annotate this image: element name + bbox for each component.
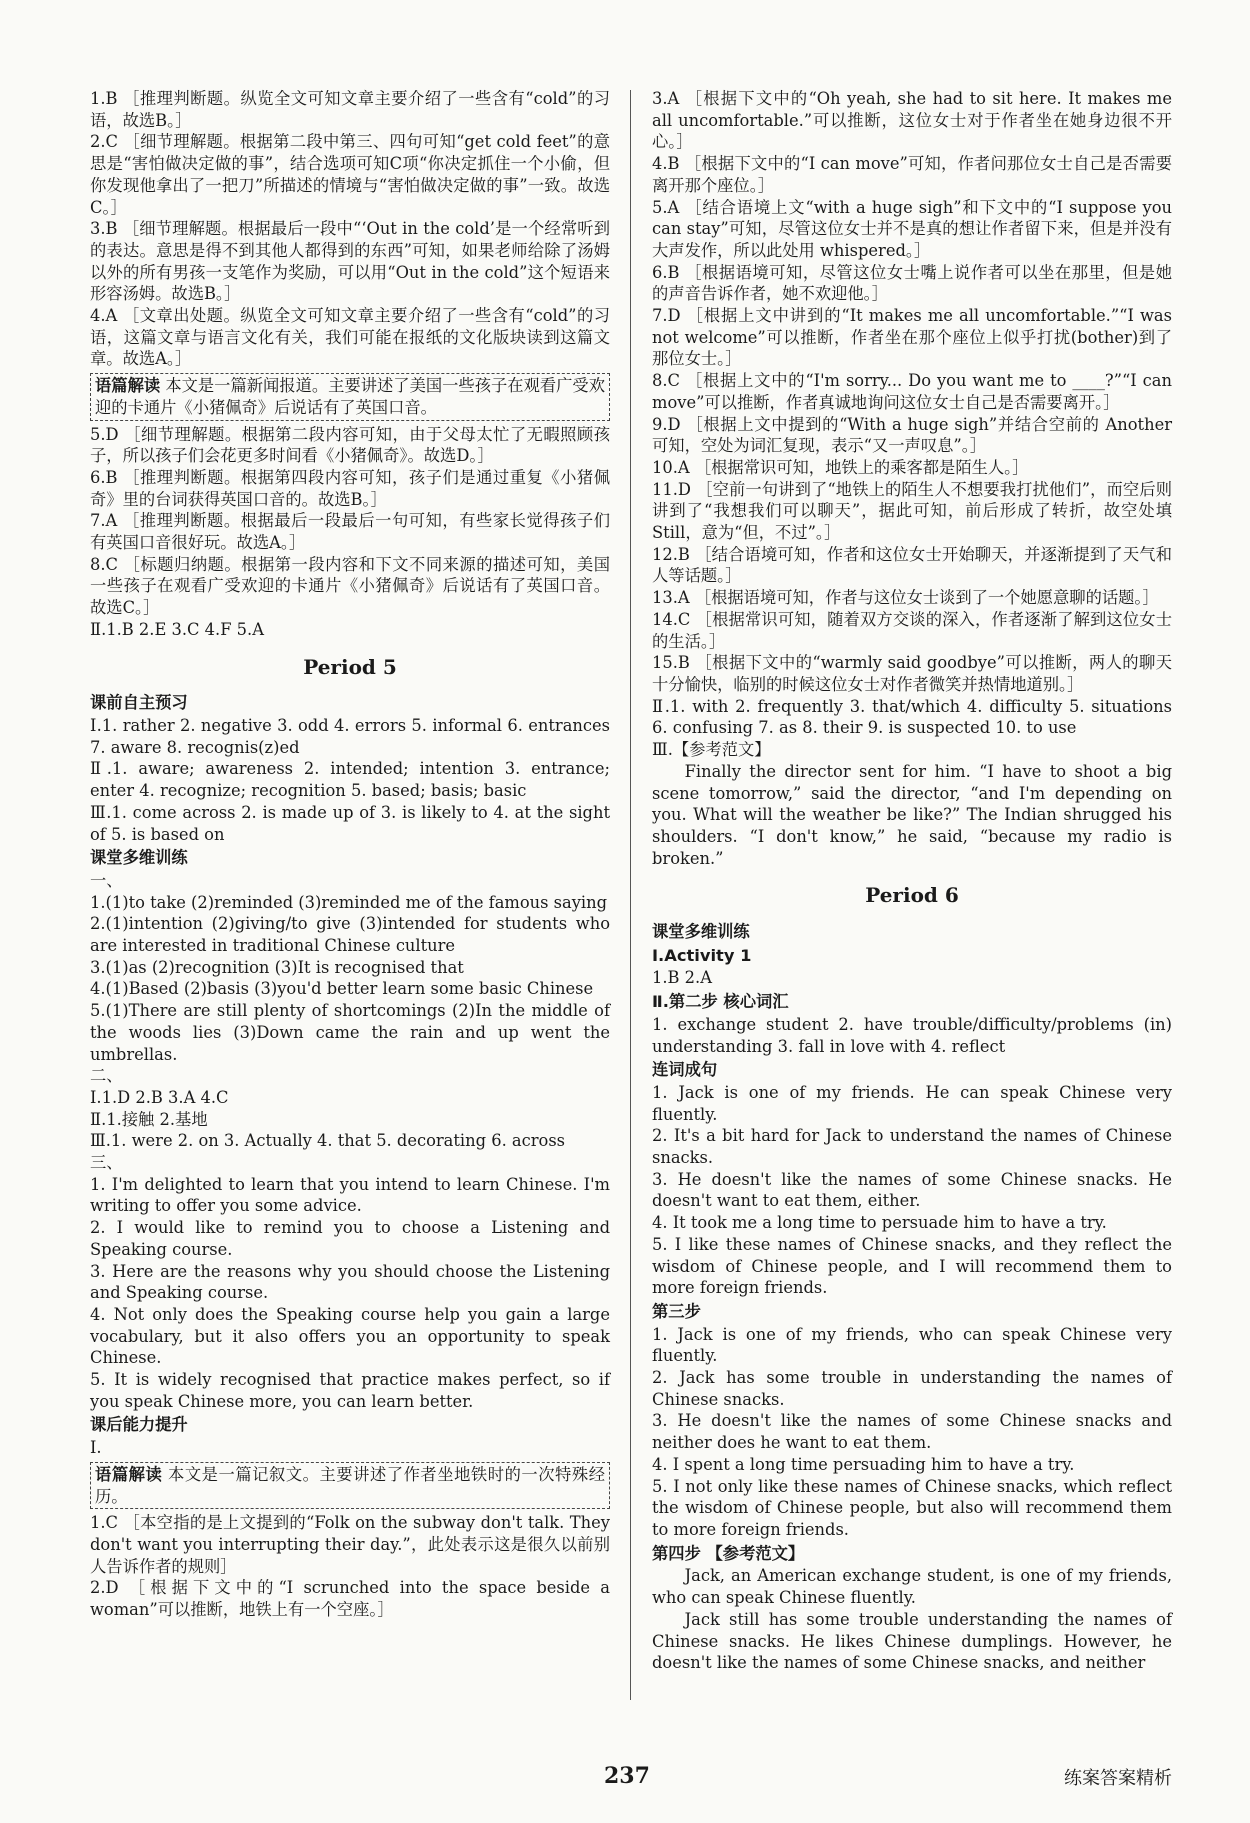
answer-line: 7.A ［推理判断题。根据最后一段最后一句可知，有些家长觉得孩子们有英国口音很好玩。故选A。］: [90, 511, 610, 553]
answer-line: Ⅱ.1.B 2.E 3.C 4.F 5.A: [90, 619, 264, 639]
answer-line: 4.(1)Based (2)basis (3)you'd better learn some basic Chinese: [90, 979, 594, 999]
answer-line: 3.A ［根据下文中的“Oh yeah, she had to sit here. It makes me all uncomfortable.”可以推断，这位女士对于作者坐在她身边很不开心。］: [652, 89, 1172, 152]
answer-line: 二、: [90, 1066, 123, 1086]
page-number: 237: [604, 1763, 650, 1789]
period-title: Period 6: [865, 883, 959, 908]
answer-line: 2.D ［根据下文中的“I scrunched into the space beside a woman”可以推断，地铁上有一个空座。］: [90, 1578, 610, 1620]
answer-line: 一、: [90, 870, 123, 890]
answer-line: 4. Not only does the Speaking course help you gain a large vocabulary, but it also offers you an opportunity to speak Chinese.: [90, 1304, 610, 1368]
section-heading: Ⅱ.第二步 核心词汇: [652, 992, 789, 1012]
answer-line: 1.B ［推理判断题。纵览全文可知文章主要介绍了一些含有“cold”的习语，故选B。］: [90, 89, 610, 130]
answer-line: Ⅲ.1. come across 2. is made up of 3. is likely to 4. at the sight of 5. is based on: [90, 802, 610, 844]
section-heading: 课后能力提升: [90, 1415, 188, 1435]
summary-tag: 语篇解读: [95, 1464, 163, 1484]
answer-line: 9.D ［根据上文中提到的“With a huge sigh”并结合空前的 Another 可知，空处为词汇复现，表示“又一声叹息”。］: [652, 414, 1172, 456]
answer-line: 三、: [90, 1153, 123, 1173]
answer-line: 8.C ［根据上文中的“I'm sorry... Do you want me to ____?”“I can move”可以推断，作者真诚地询问这位女士自己是否需要离开。］: [652, 371, 1172, 412]
answer-line: 1.B 2.A: [652, 968, 712, 988]
section-heading: 第四步 【参考范文】: [652, 1543, 805, 1563]
answer-line: 5.(1)There are still plenty of shortcomings (2)In the middle of the woods lies (3)Down came the rain and up went the umbrellas.: [90, 1001, 610, 1064]
answer-line: Ⅰ.1. rather 2. negative 3. odd 4. errors 5. informal 6. entrances 7. aware 8. recognis(z)ed: [90, 715, 610, 757]
answer-line: 13.A ［根据语境可知，作者与这位女士谈到了一个她愿意聊的话题。］: [652, 588, 1159, 608]
answer-line: 2.(1)intention (2)giving/to give (3)intended for students who are interested in traditional Chinese culture: [90, 914, 610, 956]
answer-line: 3.(1)as (2)recognition (3)It is recognised that: [90, 957, 464, 977]
answer-line: 3. He doesn't like the names of some Chinese snacks and neither does he want to eat them.: [652, 1411, 1172, 1453]
answer-line: 5. I not only like these names of Chinese snacks, which reflect the wisdom of Chinese people, but also will recommend them to more foreign friends.: [652, 1476, 1172, 1539]
section-heading: 第三步: [652, 1301, 701, 1321]
answer-line: Finally the director sent for him. “I have to shoot a big scene tomorrow,” said the director, “and I'm depending on you. What will the weather be like?” The Indian shrugged his shoulders. “I don't know,” he said, “because my radio is broken.”: [652, 761, 1172, 868]
right-column: [652, 88, 1172, 1674]
answer-line: 6.B ［推理判断题。根据第四段内容可知，孩子们是通过重复《小猪佩奇》里的台词获得英国口音的。故选B。］: [90, 467, 610, 509]
answer-line: 2. Jack has some trouble in understanding the names of Chinese snacks.: [652, 1368, 1172, 1409]
passage-summary-box: [90, 1462, 610, 1509]
section-heading: 连词成句: [652, 1060, 718, 1080]
answer-line: Ⅱ.1. aware; awareness 2. intended; intention 3. entrance; enter 4. recognize; recognition 5. based; basis; basic: [90, 759, 610, 801]
footer-label: 练案答案精析: [1064, 1768, 1172, 1789]
answer-line: 7.D ［根据上文中讲到的“It makes me all uncomfortable.”“I was not welcome”可以推断，作者坐在那个座位上似乎打扰(bother)到了那位女士。］: [652, 306, 1172, 369]
left-column: [90, 88, 610, 1621]
summary-text: 本文是一篇新闻报道。主要讲述了美国一些孩子在观看广受欢迎的卡通片《小猪佩奇》后说话有了英国口音。: [95, 376, 605, 417]
passage-summary-box: [90, 373, 610, 420]
section-heading: 课堂多维训练: [652, 922, 750, 942]
answer-line: 5.A ［结合语境上文“with a huge sigh”和下文中的“I suppose you can stay”可知，尽管这位女士并不是真的想让作者留下来，但是并没有大声发作，所以此处用 whispered。］: [652, 197, 1172, 260]
answer-line: 4. I spent a long time persuading him to have a try.: [652, 1454, 1075, 1474]
answer-line: 3. Here are the reasons why you should choose the Listening and Speaking course.: [90, 1261, 610, 1303]
answer-line: Ⅱ.1.接触 2.基地: [90, 1109, 208, 1129]
answer-line: 15.B ［根据下文中的“warmly said goodbye”可以推断，两人的聊天十分愉快，临别的时候这位女士对作者微笑并热情地道别。］: [652, 653, 1172, 694]
period-title: Period 5: [303, 654, 397, 679]
answer-line: 6.B ［根据语境可知，尽管这位女士嘴上说作者可以坐在那里，但是她的声音告诉作者，她不欢迎他。］: [652, 262, 1172, 304]
answer-line: Jack still has some trouble understanding the names of Chinese snacks. He likes Chinese dumplings. However, he doesn't like the names of some Chinese snacks, and neither: [652, 1609, 1172, 1673]
section-heading: 课前自主预习: [90, 693, 188, 713]
answer-line: 14.C ［根据常识可知，随着双方交谈的深入，作者逐渐了解到这位女士的生活。］: [652, 609, 1172, 651]
answer-line: Ⅲ.1. were 2. on 3. Actually 4. that 5. decorating 6. across: [90, 1131, 566, 1151]
answer-line: Ⅰ.: [90, 1438, 102, 1458]
answer-line: 5. It is widely recognised that practice makes perfect, so if you speak Chinese more, you can learn better.: [90, 1370, 610, 1411]
answer-line: 1. exchange student 2. have trouble/difficulty/problems (in) understanding 3. fall in love with 4. reflect: [652, 1014, 1172, 1056]
summary-tag: 语篇解读: [95, 376, 161, 396]
section-heading: Ⅰ.Activity 1: [652, 945, 752, 965]
answer-line: 10.A ［根据常识可知，地铁上的乘客都是陌生人。］: [652, 457, 1029, 477]
answer-line: 3. He doesn't like the names of some Chinese snacks. He doesn't want to eat them, either.: [652, 1169, 1172, 1211]
answer-line: Jack, an American exchange student, is one of my friends, who can speak Chinese fluently.: [652, 1566, 1172, 1608]
answer-line: 11.D ［空前一句讲到了“地铁上的陌生人不想要我打扰他们”，而空后则讲到了“我想我们可以聊天”，据此可知，前后形成了转折，故空处填 Still，意为“但，不过”。］: [652, 479, 1172, 543]
answer-line: 1. I'm delighted to learn that you intend to learn Chinese. I'm writing to offer you some advice.: [90, 1174, 610, 1216]
answer-line: 4. It took me a long time to persuade him to have a try.: [652, 1213, 1107, 1233]
answer-line: 1.C ［本空指的是上文提到的“Folk on the subway don't talk. They don't want you interrupting their day.”，此处表示这是很久以前别人告诉作者的规则］: [90, 1513, 610, 1576]
answer-line: Ⅱ.1. with 2. frequently 3. that/which 4. difficulty 5. situations 6. confusing 7. as 8. their 9. is suspected 10. to use: [652, 696, 1172, 738]
answer-line: 4.A ［文章出处题。纵览全文可知文章主要介绍了一些含有“cold”的习语，这篇文章与语言文化有关，我们可能在报纸的文化版块读到这篇文章。故选A。］: [90, 306, 610, 369]
answer-line: 3.B ［细节理解题。根据最后一段中“‘Out in the cold’是一个经常听到的表达。意思是得不到其他人都得到的东西”可知，如果老师给除了汤姆以外的所有男孩一支笔作为奖励，可以用“Out in the cold”这个短语来形容汤姆。故选B。］: [90, 219, 610, 304]
answer-line: 1. Jack is one of my friends. He can speak Chinese very fluently.: [652, 1082, 1172, 1124]
answer-line: 2. I would like to remind you to choose a Listening and Speaking course.: [90, 1218, 610, 1259]
answer-line: 5. I like these names of Chinese snacks, and they reflect the wisdom of Chinese people, and I will recommend them to more foreign friends.: [652, 1234, 1172, 1298]
summary-text: 本文是一篇记叙文。主要讲述了作者坐地铁时的一次特殊经历。: [95, 1464, 605, 1506]
answer-line: 12.B ［结合语境可知，作者和这位女士开始聊天，并逐渐提到了天气和人等话题。］: [652, 544, 1172, 586]
answer-line: Ⅰ.1.D 2.B 3.A 4.C: [90, 1087, 229, 1107]
answer-line: 2. It's a bit hard for Jack to understand the names of Chinese snacks.: [652, 1126, 1172, 1168]
answer-line: 1. Jack is one of my friends, who can speak Chinese very fluently.: [652, 1324, 1172, 1366]
answer-line: 8.C ［标题归纳题。根据第一段内容和下文不同来源的描述可知，美国一些孩子在观看广受欢迎的卡通片《小猪佩奇》后说话有了英国口音。故选C。］: [90, 554, 610, 618]
answer-line: Ⅲ.【参考范文】: [652, 740, 771, 760]
column-divider: [630, 90, 631, 1700]
answer-line: 1.(1)to take (2)reminded (3)reminded me of the famous saying: [90, 892, 608, 912]
answer-line: 4.B ［根据下文中的“I can move”可知，作者问那位女士自己是否需要离开那个座位。］: [652, 154, 1172, 195]
section-heading: 课堂多维训练: [90, 848, 188, 868]
answer-line: 5.D ［细节理解题。根据第二段内容可知，由于父母太忙了无暇照顾孩子，所以孩子们会花更多时间看《小猪佩奇》。故选D。］: [90, 424, 610, 466]
answer-line: 2.C ［细节理解题。根据第二段中第三、四句可知“get cold feet”的意思是“害怕做决定做的事”，结合选项可知C项“你决定抓住一个小偷，但你发现他拿出了一把刀”所描述的情境与“害怕做决定做的事”一致。故选C。］: [90, 132, 610, 217]
